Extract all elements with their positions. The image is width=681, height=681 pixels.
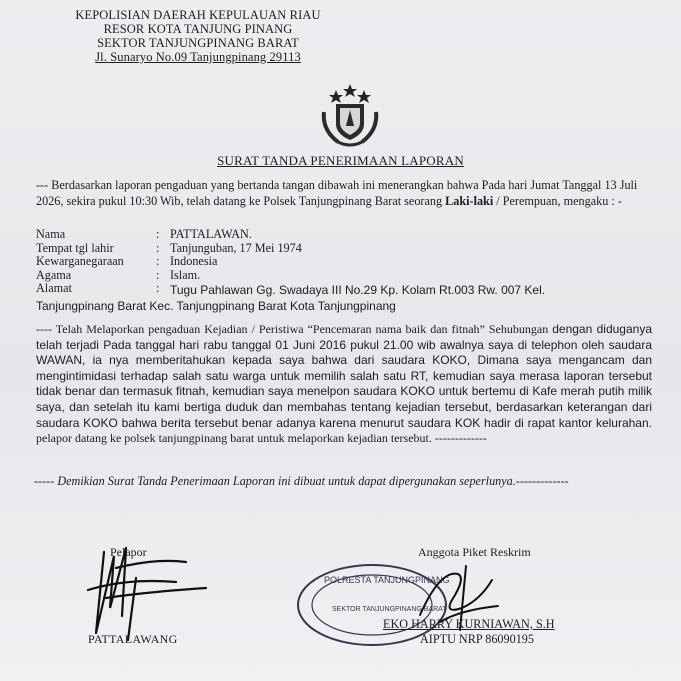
stamp-mid-text: SEKTOR TANJUNGPINANG BARAT: [332, 606, 447, 613]
intro-paragraph: [36, 177, 654, 209]
identity-block: [36, 228, 656, 314]
letterhead-line-1: KEPOLISIAN DAERAH KEPULAUAN RIAU: [75, 8, 321, 22]
colon: :: [156, 227, 160, 241]
closing-statement: ----- Demikian Surat Tanda Penerimaan Laporan ini dibuat untuk dapat dipergunakan seperlunya.-------------: [34, 474, 569, 488]
reporter-label: Pelapor: [110, 545, 147, 559]
identity-row-name: [36, 228, 656, 242]
birth-value: Tanjunguban, 17 Mei 1974: [170, 240, 302, 255]
police-emblem-icon: [316, 82, 384, 148]
name-label: Nama: [36, 227, 66, 241]
gender-selected: Laki-laki: [445, 194, 494, 208]
officer-label: Anggota Piket Reskrim: [418, 545, 531, 559]
address-line-1: Tugu Pahlawan Gg. Swadaya III No.29 Kp. Kolam Rt.003 Rw. 007 Kel.: [170, 283, 546, 297]
citizenship-value: Indonesia: [170, 254, 218, 268]
identity-row-address: [36, 282, 656, 314]
identity-row-birth: [36, 242, 656, 256]
identity-row-citizenship: [36, 255, 656, 269]
document-title: SURAT TANDA PENERIMAAN LAPORAN: [217, 153, 464, 168]
identity-row-religion: [36, 269, 656, 283]
citizenship-label: Kewarganegaraan: [36, 254, 124, 268]
colon: :: [156, 254, 160, 268]
report-lead: ---- Telah Melaporkan pengaduan Kejadian / Peristiwa “Pencemaran nama baik dan fitnah” Sehubungan: [36, 322, 549, 336]
report-tail: pelapor datang ke polsek tanjungpinang barat untuk melaporkan kejadian tersebut. -------------: [36, 431, 487, 446]
letterhead-line-3: SEKTOR TANJUNGPINANG BARAT: [97, 36, 299, 50]
colon: :: [156, 240, 160, 255]
officer-rank-nrp: AIPTU NRP 86090195: [420, 632, 534, 646]
colon: :: [156, 267, 160, 282]
address-line-2: Tanjungpinang Barat Kec. Tanjungpinang Barat Kota Tanjungpinang: [36, 299, 396, 313]
address-label: Alamat: [36, 281, 72, 295]
colon: :: [156, 281, 160, 295]
reporter-name: PATTALAWANG: [88, 632, 178, 646]
religion-value: Islam.: [170, 267, 201, 282]
letterhead-line-2: RESOR KOTA TANJUNG PINANG: [103, 22, 293, 36]
report-paragraph: [36, 322, 652, 447]
stamp-top-text: POLRESTA TANJUNGPINANG: [324, 575, 450, 585]
name-value: PATTALAWAN.: [170, 227, 252, 241]
officer-name: EKO HARRY KURNIAWAN, S.H: [383, 617, 555, 631]
birth-label: Tempat tgl lahir: [36, 240, 114, 255]
religion-label: Agama: [36, 267, 72, 282]
letterhead: [48, 8, 348, 64]
intro-tail: / Perempuan, mengaku : -: [493, 194, 622, 208]
report-body: dengan diduganya telah terjadi Pada tanggal hari rabu tanggal 01 Juni 2016 pukul 21.00 wib awalnya saya di telephon oleh saudara WAWAN, ia nya memberitahukan kepada saya bahwa dari saudara KOKO, Dimana saya mengancam dan mengintimidasi terhadap salah satu warga untuk memilih salah satu RT, kemudian saya merasa laporan tersebut tidak benar dan termasuk fitnah, kemudian saya menelpon saudara KOKO untuk bertemu di Kafe merah putih milik saya, dan setelah itu kami bertiga duduk dan membahas tentang kejadian tersebut, berdasarkan keterangan dari saudara KOKO bahwa berita tersebut benar adanya karena menurut saudara KOK hadir di rapat kantor kelurahan.: [36, 322, 653, 430]
intro-text: --- Berdasarkan laporan pengaduan yang bertanda tangan dibawah ini menerangkan bahwa Pada hari Jumat Tanggal 13 Juli 2026, sekira pukul 10:30 Wib, telah datang ke Polsek Tanjungpinang Barat seorang: [36, 178, 638, 208]
letterhead-address: Jl. Sunaryo No.09 Tanjungpinang 29113: [95, 50, 301, 64]
